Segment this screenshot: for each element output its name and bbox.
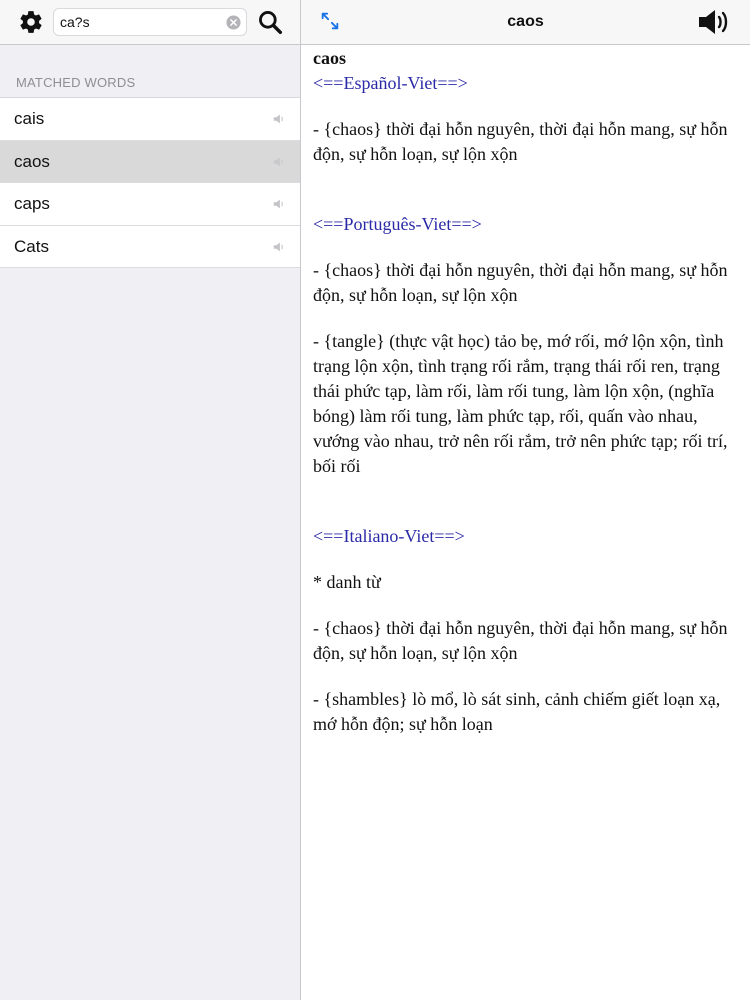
page-title: caos [507,13,544,30]
definition-line: - {chaos} thời đại hỗn nguyên, thời đại hỗn mang, sự hỗn độn, sự hỗn loạn, sự lộn xộn [313,618,728,663]
section-title-italiano: <==Italiano-Viet==> [313,526,465,546]
word-label: caos [14,151,50,171]
speaker-icon[interactable] [272,240,286,254]
speaker-icon[interactable] [272,112,286,126]
search-input[interactable] [60,9,220,35]
list-item[interactable] [0,98,300,141]
matched-words-list [0,97,300,268]
entry-word: caos [313,48,346,68]
matched-words-header: MATCHED WORDS [16,75,136,90]
clear-icon[interactable] [226,15,241,30]
word-label: caps [14,194,50,213]
search-field[interactable] [53,8,247,36]
speaker-icon[interactable] [272,197,286,211]
search-bar [0,0,300,45]
word-label: Cats [14,236,49,256]
gear-icon[interactable] [18,9,44,35]
search-icon[interactable] [257,9,283,35]
speaker-icon[interactable] [272,155,286,169]
definition-content [313,45,738,737]
speaker-icon[interactable] [696,7,730,37]
definition-line: - {tangle} (thực vật học) tảo bẹ, mớ rối, mớ lộn xộn, tình trạng lộn xộn, tình trạng rối rắm, trạng thái rối ren, trạng thái phức tạp, làm rối, làm rối tung, làm lộn xộn, (nghĩa bóng) làm rối tung, làm phức tạp, rối, quấn vào nhau, vướng vào nhau, trở nên rối rắm, trở nên phức tạp; rối trí, bối rối [313,331,728,476]
detail-header [301,0,750,45]
definition-line: * danh từ [313,572,381,592]
list-item[interactable] [0,141,300,184]
section-title-portugues: <==Português-Viet==> [313,214,482,234]
word-label: cais [14,109,45,128]
sidebar [0,0,301,1000]
list-item[interactable] [0,183,300,226]
list-item[interactable] [0,226,300,269]
definition-line: - {shambles} lò mổ, lò sát sinh, cảnh chiếm giết loạn xạ, mớ hỗn độn; sự hỗn loạn [313,689,721,734]
definition-line: - {chaos} thời đại hỗn nguyên, thời đại hỗn mang, sự hỗn độn, sự hỗn loạn, sự lộn xộn [313,260,728,305]
section-title-espanol: <==Español-Viet==> [313,73,468,93]
definition-line: - {chaos} thời đại hỗn nguyên, thời đại hỗn mang, sự hỗn độn, sự hỗn loạn, sự lộn xộn [313,119,728,164]
